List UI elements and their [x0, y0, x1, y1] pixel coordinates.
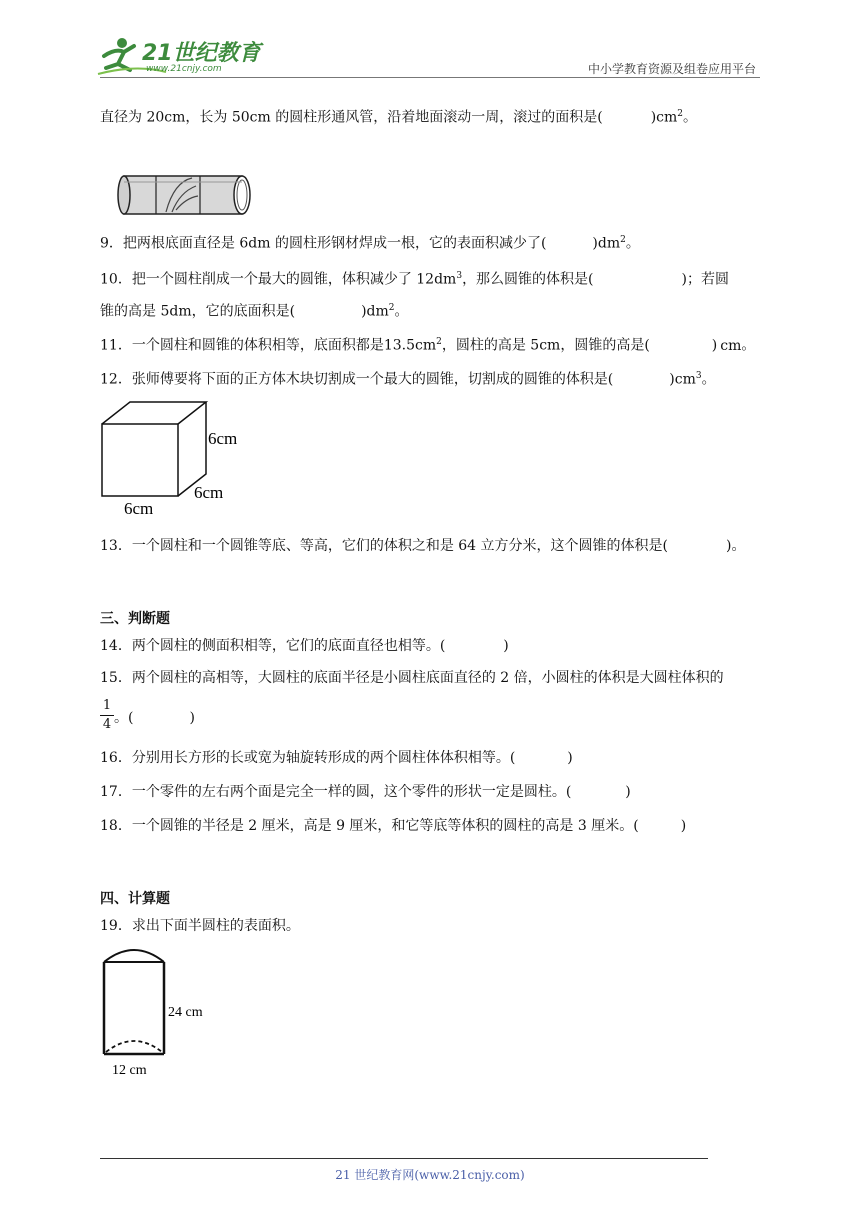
q11-part-a: 11．一个圆柱和圆锥的体积相等，底面积都是 — [100, 337, 384, 354]
q10-part-a: 10．把一个圆柱削成一个最大的圆锥，体积减少了 12dm — [100, 271, 457, 288]
question-11-text — [100, 332, 755, 356]
q12-end: 。 — [701, 371, 716, 388]
q11-end: 。 — [741, 337, 756, 354]
q8-unit-sup: 2 — [677, 109, 683, 119]
half-cylinder-figure — [98, 940, 228, 1082]
question-10-line-2 — [100, 298, 409, 322]
fraction-bar — [100, 715, 114, 716]
q10-sup: 3 — [456, 271, 463, 281]
q9-unit-sup: 2 — [620, 235, 626, 245]
pipe-figure — [116, 172, 256, 220]
question-9-text — [100, 230, 640, 254]
platform-title: 中小学教育资源及组卷应用平台 — [587, 62, 756, 76]
q15-part-b: ) — [189, 710, 195, 726]
q9-part-b: )dm — [592, 235, 621, 252]
question-17-text — [100, 782, 631, 802]
q12-unit-sup: 3 — [695, 371, 702, 381]
question-18-text — [100, 816, 686, 836]
q8-part-a: 直径为 20cm，长为 50cm 的圆柱形通风管，沿着地面滚动一周，滚过的面积是( — [100, 109, 603, 126]
q18-part-b: ) — [680, 818, 687, 834]
q9-end: 。 — [625, 235, 640, 252]
q9-part-a: 9．把两根底面直径是 6dm 的圆柱形钢材焊成一根，它的表面积减少了( — [100, 235, 547, 252]
question-13-text — [100, 536, 745, 556]
q18-part-a: 18．一个圆锥的半径是 2 厘米，高是 9 厘米，和它等底等体积的圆柱的高是 3 厘米。( — [100, 818, 639, 834]
question-19-text: 19．求出下面半圆柱的表面积。 — [100, 918, 300, 934]
q10-l2-unit-sup: 2 — [388, 303, 395, 313]
q13-part-a: 13．一个圆柱和一个圆锥等底、等高，它们的体积之和是 64 立方分米，这个圆锥的体积是( — [100, 538, 668, 554]
question-15-line-1: 15．两个圆柱的高相等，大圆柱的底面半径是小圆柱底面直径的 2 倍，小圆柱的体积是大圆柱体积的 — [100, 670, 724, 686]
q8-end: 。 — [683, 109, 697, 126]
q16-part-a: 16．分别用长方形的长或宽为轴旋转形成的两个圆柱体体积相等。( — [100, 750, 516, 766]
q10-l2-part-a: 锥的高是 5dm，它的底面积是( — [100, 303, 296, 320]
cube-figure — [98, 398, 258, 522]
fraction-one-quarter — [100, 698, 114, 733]
logo-url: www.21cnjy.com — [146, 64, 222, 74]
q14-part-b: ) — [503, 638, 509, 654]
q10-l2-end: 。 — [394, 303, 409, 320]
q11-part-b: ，圆柱的高是 5cm，圆锥的高是( — [441, 337, 650, 354]
question-8-text — [100, 104, 697, 128]
cube-width-label: 6cm — [124, 499, 154, 518]
fraction-numerator: 1 — [102, 698, 112, 713]
q12-part-b: )cm — [669, 371, 696, 388]
q12-part-a: 12．张师傅要将下面的正方体木块切割成一个最大的圆锥，切割成的圆锥的体积是( — [100, 371, 614, 388]
q15-part-a: 。( — [114, 710, 134, 726]
q10-part-b: ，那么圆锥的体积是( — [462, 271, 594, 288]
q13-part-b: )。 — [726, 538, 746, 554]
question-12-text — [100, 366, 716, 390]
half-cyl-height-label: 24 cm — [168, 1005, 203, 1020]
q17-part-b: ) — [625, 784, 631, 800]
question-15-line-2 — [114, 708, 195, 728]
question-14-text — [100, 636, 509, 656]
footer-text[interactable]: 21 世纪教育网(www.21cnjy.com) — [335, 1168, 525, 1182]
cube-height-label: 6cm — [208, 429, 238, 448]
q8-part-b: )cm — [650, 109, 678, 126]
q17-part-a: 17．一个零件的左右两个面是完全一样的圆，这个零件的形状一定是圆柱。( — [100, 784, 572, 800]
footer-divider — [100, 1158, 708, 1159]
section-judge-heading: 三、判断题 — [100, 611, 170, 627]
q16-part-b: ) — [567, 750, 573, 766]
cube-depth-label: 6cm — [194, 483, 224, 502]
q11-part-c: ) — [711, 337, 718, 354]
q11-area-sup: 2 — [436, 337, 442, 347]
logo-text: 21世纪教育 — [142, 41, 261, 66]
q14-part-a: 14．两个圆柱的侧面积相等，它们的底面直径也相等。( — [100, 638, 446, 654]
half-cyl-width-label: 12 cm — [112, 1063, 147, 1078]
q10-l2-part-b: )dm — [361, 303, 389, 320]
fraction-denominator: 4 — [102, 717, 112, 732]
q11-area: 13.5cm — [383, 337, 437, 354]
site-logo[interactable] — [96, 34, 261, 78]
q10-part-c: )；若圆 — [681, 271, 729, 288]
q11-unit: cm — [720, 337, 742, 354]
section-calc-heading: 四、计算题 — [100, 891, 170, 907]
header-divider — [100, 77, 760, 78]
question-16-text — [100, 748, 573, 768]
question-10-line-1 — [100, 266, 729, 290]
